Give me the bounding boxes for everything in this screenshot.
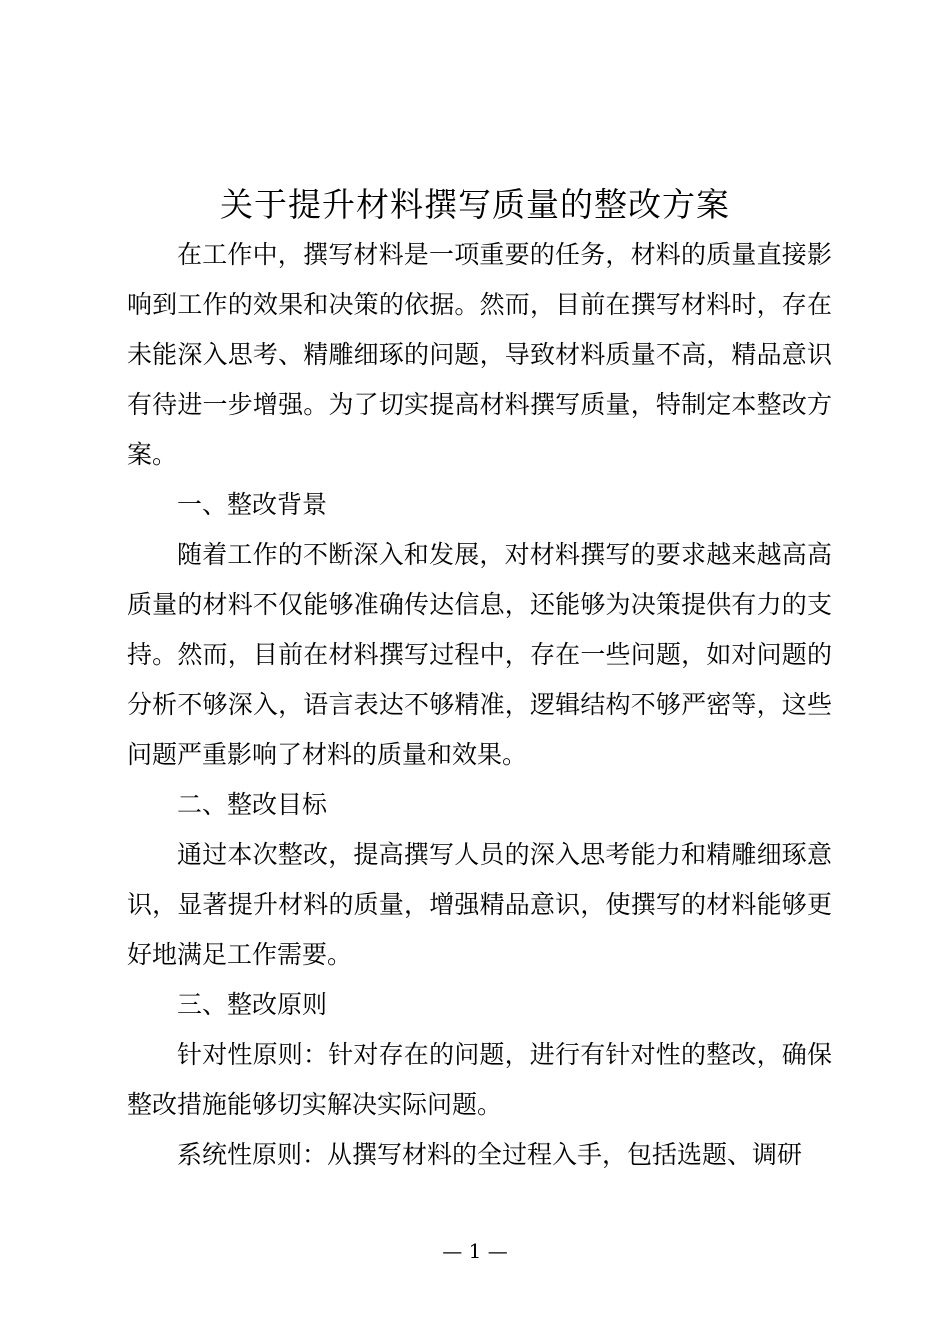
document-title: 关于提升材料撰写质量的整改方案 [220, 185, 730, 224]
principle-targeted-paragraph: 针对性原则：针对存在的问题，进行有针对性的整改，确保整改措施能够切实解决实际问题。 [127, 1040, 832, 1119]
section-heading-goals: 二、整改目标 [177, 790, 328, 819]
page-number: — 1 — [442, 1239, 508, 1263]
principle-systematic-paragraph: 系统性原则：从撰写材料的全过程入手，包括选题、调研 [177, 1140, 803, 1169]
goals-paragraph: 通过本次整改，提高撰写人员的深入思考能力和精雕细琢意识，显著提升材料的质量，增强精品意识，使撰写的材料能够更好地满足工作需要。 [127, 840, 832, 969]
document-body [127, 230, 832, 1180]
section-heading-background: 一、整改背景 [177, 490, 328, 519]
section-heading-principles: 三、整改原则 [177, 990, 328, 1019]
background-paragraph: 随着工作的不断深入和发展，对材料撰写的要求越来越高高质量的材料不仅能够准确传达信息，还能够为决策提供有力的支持。然而，目前在材料撰写过程中，存在一些问题，如对问题的分析不够深入，语言表达不够精准，逻辑结构不够严密等，这些问题严重影响了材料的质量和效果。 [127, 540, 832, 769]
intro-paragraph: 在工作中，撰写材料是一项重要的任务，材料的质量直接影响到工作的效果和决策的依据。然而，目前在撰写材料时，存在未能深入思考、精雕细琢的问题，导致材料质量不高，精品意识有待进一步增强。为了切实提高材料撰写质量，特制定本整改方案。 [127, 240, 832, 469]
